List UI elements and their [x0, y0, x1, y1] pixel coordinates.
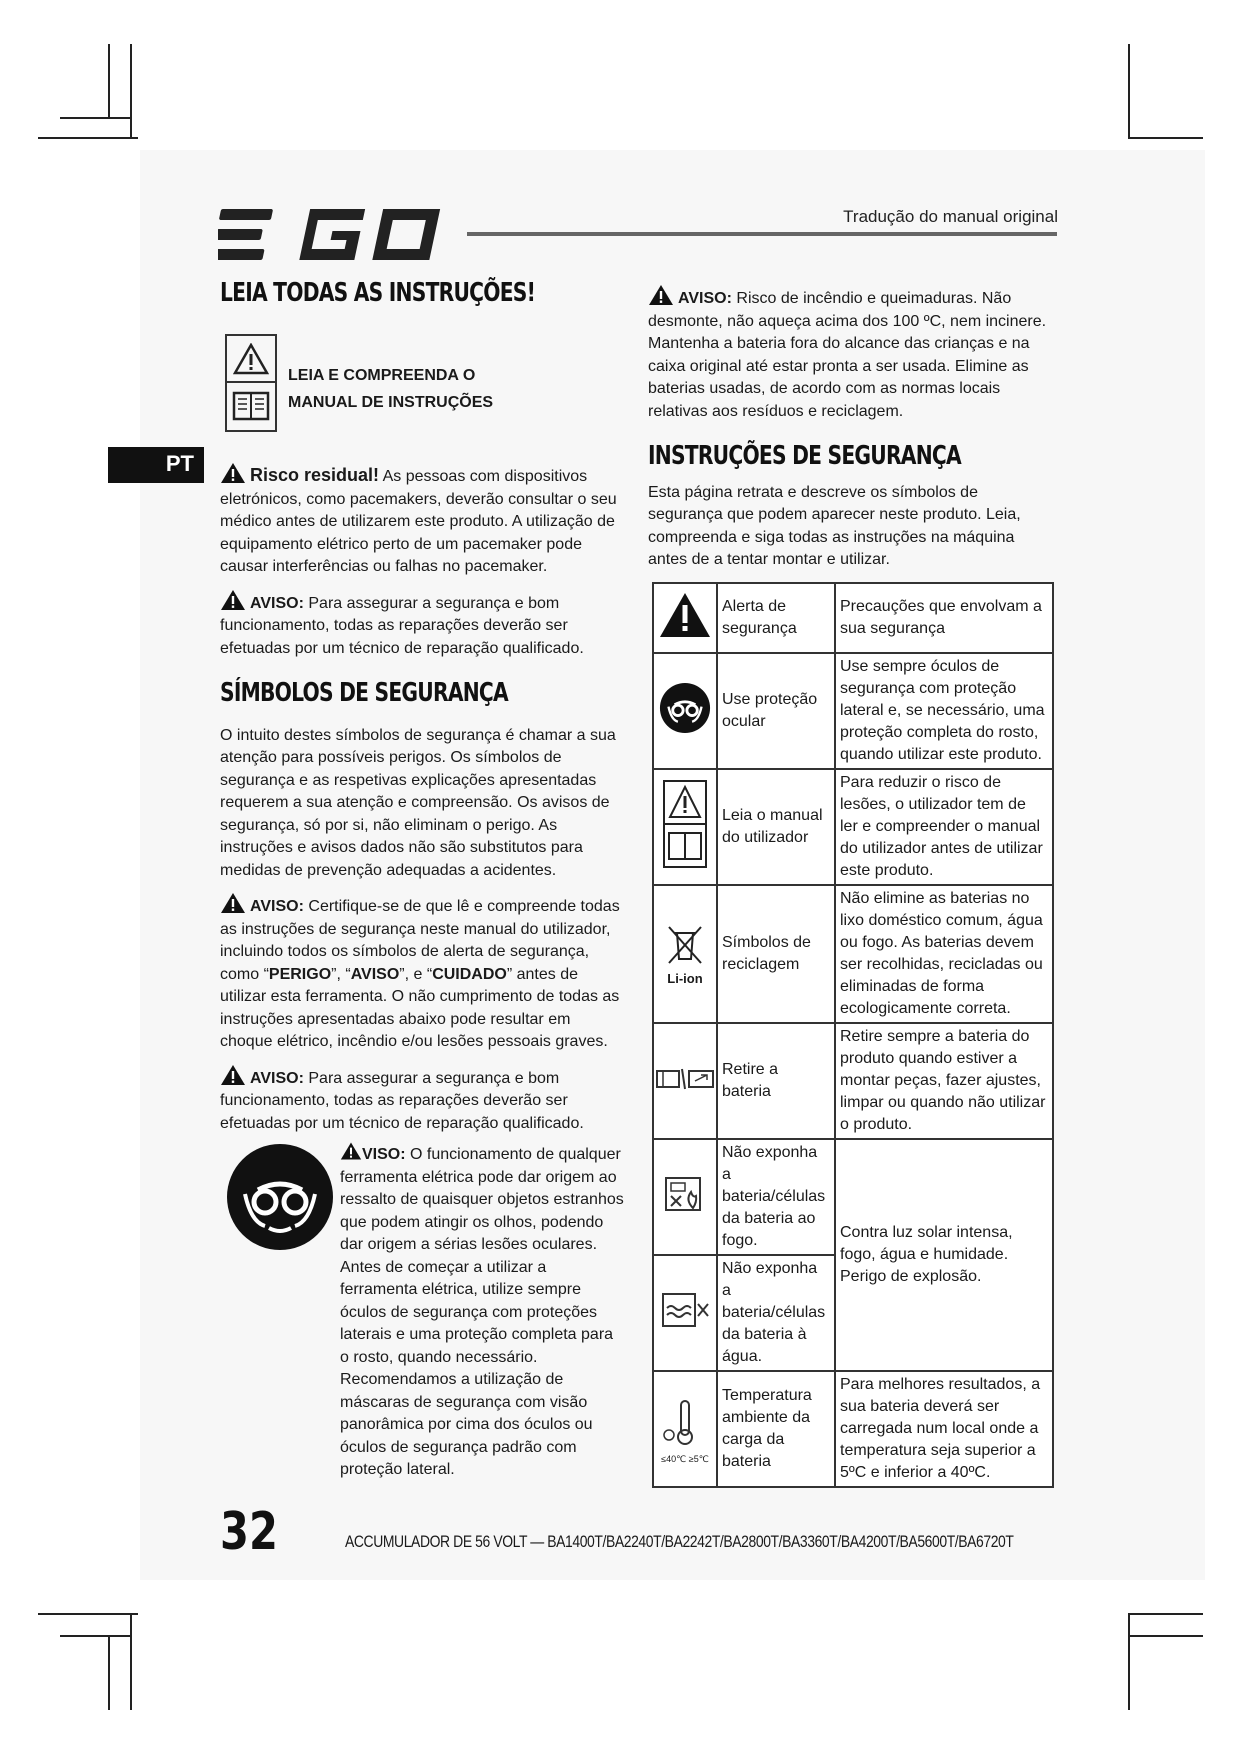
- remove-battery-icon: [655, 1065, 715, 1091]
- table-cell-desc: Retire sempre a bateria do produto quando estiver a montar peças, fazer ajustes, limpar ou quando não utilizar o produto.: [835, 1023, 1053, 1139]
- aviso-label: AVISO:: [250, 898, 304, 915]
- temperature-range-label: [654, 1454, 716, 1464]
- aviso-repair-paragraph-2: [220, 1064, 620, 1136]
- crop-mark: [38, 1613, 138, 1615]
- aviso-repair-text: Para assegurar a segurança e bom funcionamento, todas as reparações deverão ser efetuadas por um técnico de reparação qualificado.: [220, 1069, 584, 1132]
- table-cell-desc: Precauções que envolvam a sua segurança: [835, 583, 1053, 653]
- quote-separator: ”, e “: [399, 965, 433, 983]
- symbols-intro: O intuito destes símbolos de segurança é chamar a sua atenção para possíveis perigos. Os símbolos de segurança e as respetivas explicações apresentadas requerem a sua atenção e compreensão. Os avisos de segurança, só por si, não eliminam o perigo. As instruções e avisos dados não são substitutos para medidas de prevenção adequadas a acidentes.: [220, 726, 616, 879]
- table-row: [653, 1139, 1053, 1255]
- ego-logo: [218, 205, 448, 265]
- language-tab-label: PT: [165, 451, 194, 476]
- table-cell-desc: Contra luz solar intensa, fogo, água e humidade. Perigo de explosão.: [835, 1139, 1053, 1371]
- aviso-fire-paragraph: [648, 284, 1053, 423]
- aviso-certify-paragraph: [220, 892, 620, 1054]
- crop-mark: [130, 44, 132, 138]
- table-cell-name: Alerta de segurança: [717, 583, 835, 653]
- aviso-repair-text: Para assegurar a segurança e bom funcionamento, todas as reparações deverão ser efetuadas por um técnico de reparação qualificado.: [220, 594, 584, 657]
- aviso-certify-text-a: Certifique-se de que lê e compreende todas as instruções de segurança neste manual do utilizador, incluindo todos os símbolos de alerta de segurança, como “: [220, 898, 620, 983]
- warning-triangle-icon: [220, 462, 246, 484]
- crop-mark: [1128, 1613, 1130, 1710]
- footer-model-line: ACCUMULADOR DE 56 VOLT — BA1400T/BA2240T/BA2242T/BA2800T/BA3360T/BA4200T/BA5600T/BA6720T: [345, 1532, 1014, 1551]
- right-column: [648, 284, 1053, 582]
- cuidado-word: CUIDADO: [432, 965, 507, 983]
- crop-mark: [1128, 1613, 1203, 1615]
- table-cell-name: Use proteção ocular: [717, 653, 835, 769]
- temp-high-label: ≤40℃: [661, 1453, 687, 1464]
- table-cell-name: Não exponha a bateria/células da bateria à água.: [717, 1255, 835, 1371]
- table-cell-name: Leia o manual do utilizador: [717, 769, 835, 885]
- left-body: [220, 462, 620, 1145]
- crop-mark: [108, 44, 110, 119]
- table-row: [653, 769, 1053, 885]
- perigo-word: PERIGO: [268, 965, 332, 983]
- residual-risk-label: Risco residual!: [250, 465, 380, 485]
- manual-book-icon: [232, 390, 270, 422]
- residual-risk-paragraph: [220, 462, 620, 579]
- aviso-eye-text: O funcionamento de qualquer ferramenta elétrica pode dar origem ao ressalto de quaisquer objetos estranhos que podem atingir os olhos, podendo dar origem a sérias lesões oculares. Antes de começar a utilizar a ferramenta elétrica, utilize sempre óculos de segurança com proteções laterais e uma proteção completa para o rosto, quando necessário. Recomendamos a utilização de máscaras de segurança com visão panorâmica por cima dos óculos ou óculos de segurança padrão com proteção lateral.: [340, 1146, 624, 1478]
- table-icon-cell: [653, 1139, 717, 1255]
- aviso-label: AVISO:: [250, 594, 304, 612]
- eye-protection-icon: [225, 1142, 335, 1252]
- table-icon-cell: [653, 769, 717, 885]
- table-icon-cell: [653, 885, 717, 1023]
- table-icon-cell: [653, 583, 717, 653]
- crop-mark: [60, 1635, 132, 1637]
- table-row: [653, 1023, 1053, 1139]
- header-rule: [467, 232, 1057, 236]
- table-row: [653, 653, 1053, 769]
- table-icon-cell: [653, 1023, 717, 1139]
- table-cell-name: Retire a bateria: [717, 1023, 835, 1139]
- page-number: 32: [220, 1502, 278, 1562]
- table-icon-cell: [653, 653, 717, 769]
- crop-mark: [1128, 1635, 1203, 1637]
- aviso-label: AVISO:: [678, 290, 732, 307]
- table-icon-cell: [653, 1255, 717, 1371]
- aviso-certify-text-b: ” antes de utilizar esta ferramenta. O não cumprimento de todas as instruções apresentadas abaixo pode resultar em choque elétrico, incêndio e/ou lesões pessoais graves.: [220, 965, 620, 1050]
- language-tab: [108, 447, 204, 483]
- crop-mark: [130, 1613, 132, 1710]
- crop-mark: [108, 1635, 110, 1710]
- warning-triangle-icon: [233, 343, 269, 375]
- table-cell-desc: Use sempre óculos de segurança com proteção lateral e, se necessário, uma proteção completa do rosto, quando utilizar este produto.: [835, 653, 1053, 769]
- warning-triangle-icon: [220, 1064, 246, 1086]
- header-subtitle: Tradução do manual original: [843, 207, 1058, 226]
- read-box-line1: LEIA E COMPREENDA O: [288, 367, 476, 384]
- left-column: [220, 278, 620, 308]
- table-row: [653, 583, 1053, 653]
- table-row: [653, 885, 1053, 1023]
- table-row: [653, 1371, 1053, 1487]
- instructions-intro: Esta página retrata e descreve os símbolos de segurança que podem aparecer neste produto. Leia, compreenda e siga todas as instruções na máquina antes de a tentar montar e utilizar.: [648, 483, 1021, 568]
- residual-risk-text: As pessoas com dispositivos eletrónicos, como pacemakers, deverão consultar o seu médico antes de utilizarem este produto. A utilização de equipamento elétrico perto de um pacemaker pode causar interferências ou falhas no pacemaker.: [220, 468, 617, 575]
- aviso-repair-paragraph: [220, 589, 620, 661]
- no-water-battery-icon: [660, 1290, 710, 1330]
- read-box-line2: MANUAL DE INSTRUÇÕES: [288, 394, 494, 411]
- heading-safety-symbols: SÍMBOLOS DE SEGURANÇA: [220, 678, 508, 708]
- aviso-word: AVISO: [350, 965, 400, 983]
- table-cell-name: Símbolos de reciclagem: [717, 885, 835, 1023]
- read-manual-icon-box: [225, 334, 277, 432]
- crop-mark: [1128, 44, 1130, 138]
- aviso-label: AVISO:: [250, 1069, 304, 1087]
- li-ion-label: Li-ion: [667, 970, 703, 986]
- heading-read-all: LEIA TODAS AS INSTRUÇÕES!: [220, 278, 536, 308]
- safety-symbols-table: [652, 582, 1054, 1488]
- table-cell-desc: Para melhores resultados, a sua bateria deverá ser carregada num local onde a temperatura seja superior a 5ºC e inferior a 40ºC.: [835, 1371, 1053, 1487]
- warning-triangle-icon: [220, 589, 246, 611]
- crop-mark: [60, 117, 132, 119]
- table-icon-cell: [653, 1371, 717, 1487]
- table-cell-name: Temperatura ambiente da carga da bateria: [717, 1371, 835, 1487]
- aviso-fire-text: Risco de incêndio e queimaduras. Não desmonte, não aqueça acima dos 100 ºC, nem incinere. Mantenha a bateria fora do alcance das crianças e na caixa original até estar pronta a ser usada. Elimine as baterias usadas, de acordo com as normas locais relativas aos resíduos e reciclagem.: [648, 290, 1047, 420]
- no-fire-battery-icon: [663, 1174, 707, 1214]
- quote-separator: ”, “: [331, 965, 351, 983]
- temp-low-label: ≥5℃: [688, 1453, 709, 1464]
- table-cell-desc: Para reduzir o risco de lesões, o utilizador tem de ler e compreender o manual do utilizador antes de utilizar este produto.: [835, 769, 1053, 885]
- read-box-label: [288, 362, 493, 416]
- aviso-eye-label: VISO:: [362, 1146, 406, 1163]
- table-cell-name: Não exponha a bateria/células da bateria ao fogo.: [717, 1139, 835, 1255]
- eye-protection-icon: [659, 682, 711, 734]
- table-cell-desc: Não elimine as baterias no lixo doméstico comum, água ou fogo. As baterias devem ser recolhidas, recicladas ou eliminadas de forma ecologicamente correta.: [835, 885, 1053, 1023]
- read-manual-icon: [662, 779, 708, 869]
- warning-triangle-icon: [340, 1140, 362, 1162]
- warning-triangle-icon: [220, 892, 246, 914]
- safety-alert-icon: [658, 591, 712, 639]
- crossed-bin-recycling-icon: [665, 923, 705, 965]
- heading-safety-instructions: INSTRUÇÕES DE SEGURANÇA: [648, 441, 961, 471]
- crop-mark: [1128, 137, 1203, 139]
- crop-mark: [38, 137, 138, 139]
- warning-triangle-icon: [648, 284, 674, 306]
- charging-temperature-icon: [659, 1395, 711, 1447]
- aviso-eye-paragraph: [340, 1140, 625, 1492]
